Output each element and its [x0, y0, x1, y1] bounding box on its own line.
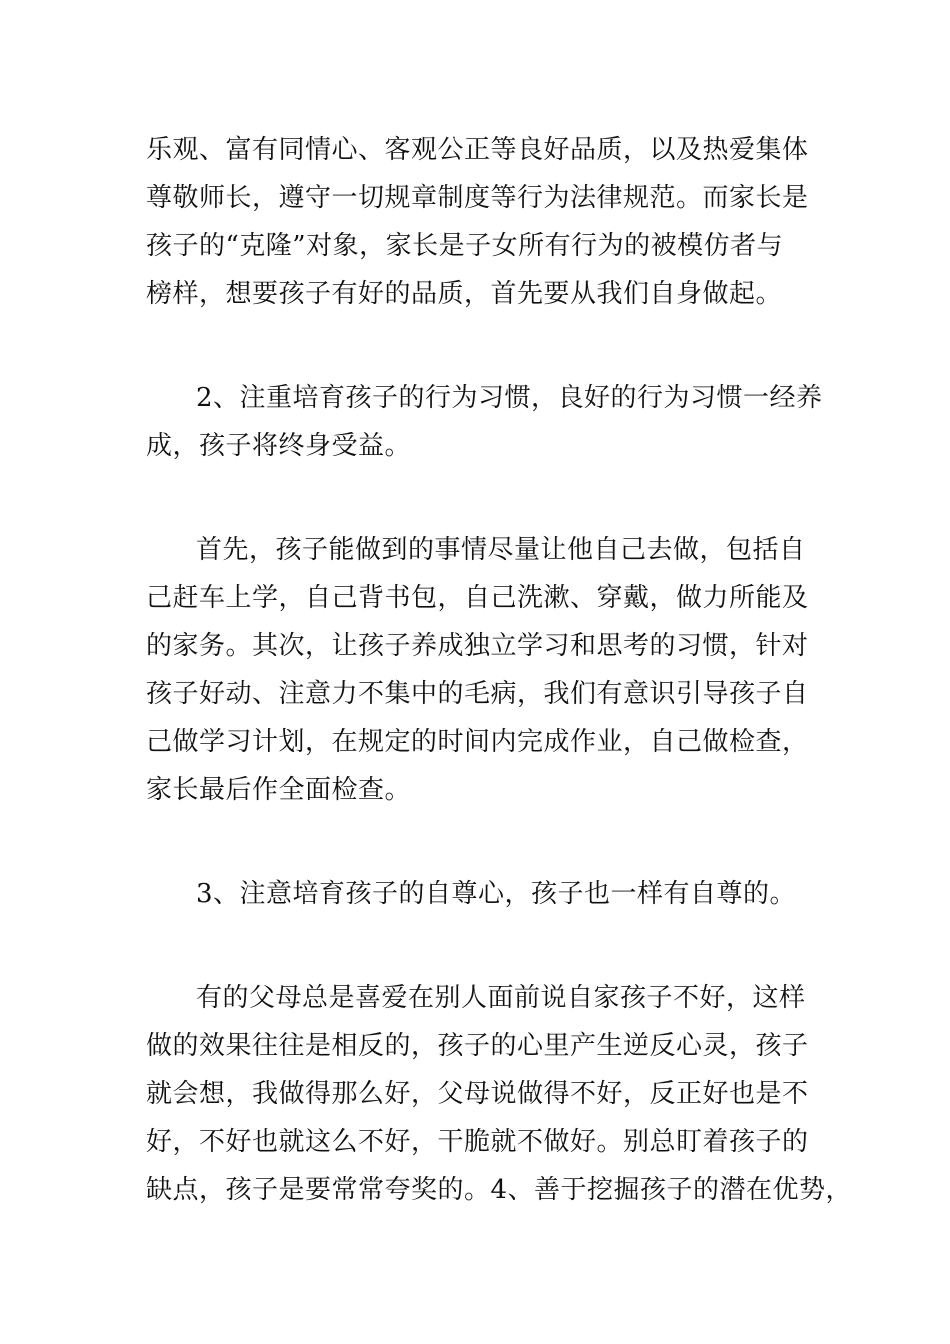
paragraph-line: 尊敬师长，遵守一切规章制度等行为法律规范。而家长是 [146, 183, 809, 213]
paragraph-line: 好，不好也就这么不好，干脆就不做好。别总盯着孩子的 [146, 1127, 809, 1157]
paragraph-line: 家长最后作全面检查。 [146, 775, 412, 805]
section-heading-line: 成，孩子将终身受益。 [146, 431, 412, 461]
paragraph-line: 乐观、富有同情心、客观公正等良好品质，以及热爱集体 [146, 135, 809, 165]
paragraph-line: 孩子的“克隆”对象，家长是子女所有行为的被模仿者与 [146, 231, 784, 261]
section-heading-line: 3、注意培育孩子的自尊心，孩子也一样有自尊的。 [196, 879, 797, 909]
paragraph-line: 孩子好动、注意力不集中的毛病，我们有意识引导孩子自 [146, 679, 809, 709]
paragraph-line: 榜样，想要孩子有好的品质，首先要从我们自身做起。 [146, 279, 783, 309]
paragraph-line: 首先，孩子能做到的事情尽量让他自己去做，包括自 [196, 535, 806, 565]
paragraph-line: 的家务。其次，让孩子养成独立学习和思考的习惯，针对 [146, 631, 809, 661]
paragraph-line: 己做学习计划，在规定的时间内完成作业，自己做检查， [146, 727, 809, 757]
section-heading-line: 2、注重培育孩子的行为习惯，良好的行为习惯一经养 [196, 383, 823, 413]
paragraph-line: 做的效果往往是相反的，孩子的心里产生逆反心灵，孩子 [146, 1031, 809, 1061]
paragraph-line: 有的父母总是喜爱在别人面前说自家孩子不好，这样 [196, 983, 806, 1013]
paragraph-line: 缺点，孩子是要常常夸奖的。4、善于挖掘孩子的潜在优势， [146, 1175, 853, 1205]
paragraph-line: 己赶车上学，自己背书包，自己洗漱、穿戴，做力所能及 [146, 583, 809, 613]
paragraph-line: 就会想，我做得那么好，父母说做得不好，反正好也是不 [146, 1079, 809, 1109]
